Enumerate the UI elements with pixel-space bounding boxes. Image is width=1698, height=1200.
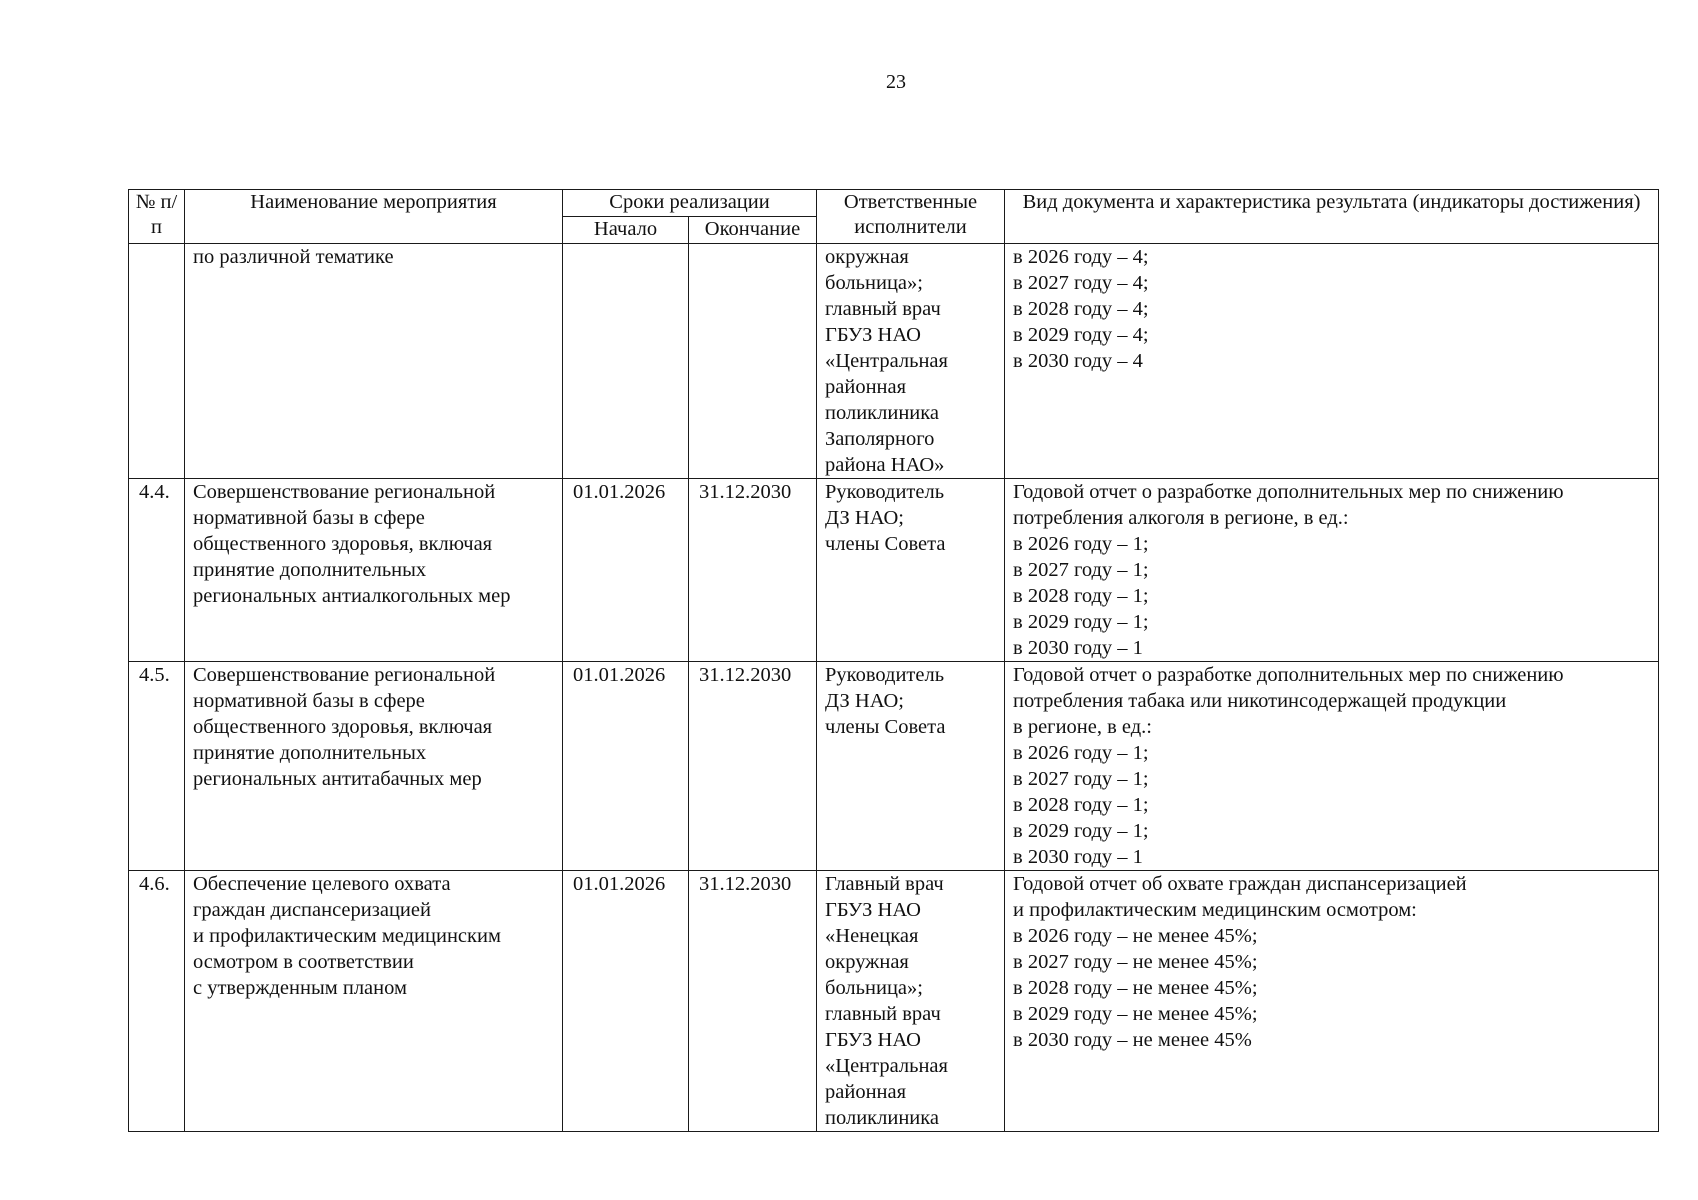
cell-start <box>563 244 689 479</box>
cell-line: потребления табака или никотинсодержащей продукции <box>1013 690 1507 712</box>
cell-line: Обеспечение целевого охвата <box>193 873 451 895</box>
header-start: Начало <box>563 217 689 244</box>
cell-line: общественного здоровья, включая <box>193 716 493 738</box>
cell-line: в 2026 году – не менее 45%; <box>1013 925 1258 947</box>
cell-line: Главный врач <box>825 873 944 895</box>
cell-name <box>185 662 563 871</box>
cell-name <box>185 244 563 479</box>
cell-line: в 2028 году – 4; <box>1013 298 1149 320</box>
cell-end: 31.12.2030 <box>689 479 817 662</box>
cell-line: осмотром в соответствии <box>193 951 414 973</box>
cell-start: 01.01.2026 <box>563 871 689 1132</box>
cell-line: районная <box>825 1081 907 1103</box>
cell-line: в 2026 году – 4; <box>1013 246 1149 268</box>
cell-line: Совершенствование региональной <box>193 664 496 686</box>
cell-line: Годовой отчет о разработке дополнительных мер по снижению <box>1013 481 1564 503</box>
cell-line: и профилактическим медицинским осмотром: <box>1013 899 1417 921</box>
cell-line: в 2029 году – 4; <box>1013 324 1149 346</box>
cell-line: Годовой отчет об охвате граждан диспансеризацией <box>1013 873 1467 895</box>
table-row <box>129 244 1659 479</box>
header-name: Наименование мероприятия <box>185 190 563 244</box>
cell-responsible <box>817 662 1005 871</box>
cell-line: Руководитель <box>825 664 945 686</box>
cell-line: окружная <box>825 951 909 973</box>
cell-document <box>1005 871 1659 1132</box>
cell-line: Годовой отчет о разработке дополнительных мер по снижению <box>1013 664 1564 686</box>
cell-start: 01.01.2026 <box>563 479 689 662</box>
cell-line: поликлиника <box>825 402 940 424</box>
cell-line: ГБУЗ НАО <box>825 899 921 921</box>
cell-responsible <box>817 479 1005 662</box>
cell-line: в 2029 году – 1; <box>1013 611 1149 633</box>
cell-line: ДЗ НАО; <box>825 690 904 712</box>
cell-line: в 2029 году – не менее 45%; <box>1013 1003 1258 1025</box>
cell-line: в 2027 году – не менее 45%; <box>1013 951 1258 973</box>
cell-line: в 2030 году – 4 <box>1013 350 1143 372</box>
cell-line: района НАО» <box>825 454 945 476</box>
cell-line: «Ненецкая <box>825 925 919 947</box>
cell-end: 31.12.2030 <box>689 662 817 871</box>
table-row <box>129 871 1659 1132</box>
cell-line: в 2027 году – 4; <box>1013 272 1149 294</box>
cell-line: в 2030 году – 1 <box>1013 637 1143 659</box>
cell-line: в регионе, в ед.: <box>1013 716 1153 738</box>
cell-line: члены Совета <box>825 716 946 738</box>
cell-line: районная <box>825 376 907 398</box>
action-plan-table <box>128 189 1659 1132</box>
table-row <box>129 479 1659 662</box>
cell-line: «Центральная <box>825 1055 948 1077</box>
cell-line: больница»; <box>825 977 923 999</box>
cell-line: главный врач <box>825 1003 941 1025</box>
cell-num: 4.6. <box>129 871 185 1132</box>
cell-line: в 2028 году – не менее 45%; <box>1013 977 1258 999</box>
cell-responsible <box>817 871 1005 1132</box>
cell-line: общественного здоровья, включая <box>193 533 493 555</box>
cell-line: члены Совета <box>825 533 946 555</box>
cell-line: в 2030 году – 1 <box>1013 846 1143 868</box>
cell-num: 4.5. <box>129 662 185 871</box>
cell-line: в 2026 году – 1; <box>1013 533 1149 555</box>
cell-line: окружная <box>825 246 909 268</box>
cell-line: главный врач <box>825 298 941 320</box>
cell-line: ДЗ НАО; <box>825 507 904 529</box>
cell-line: нормативной базы в сфере <box>193 507 425 529</box>
cell-responsible <box>817 244 1005 479</box>
cell-line: принятие дополнительных <box>193 559 427 581</box>
header-terms: Сроки реализации <box>563 190 817 217</box>
cell-line: ГБУЗ НАО <box>825 1029 921 1051</box>
cell-num <box>129 244 185 479</box>
cell-line: в 2028 году – 1; <box>1013 794 1149 816</box>
cell-line: нормативной базы в сфере <box>193 690 425 712</box>
cell-document <box>1005 662 1659 871</box>
cell-line: принятие дополнительных <box>193 742 427 764</box>
cell-line: Заполярного <box>825 428 935 450</box>
header-document: Вид документа и характеристика результата (индикаторы достижения) <box>1005 190 1659 244</box>
cell-line: по различной тематике <box>193 246 394 268</box>
cell-end <box>689 244 817 479</box>
cell-line: Совершенствование региональной <box>193 481 496 503</box>
table-body <box>129 244 1659 1132</box>
header-num: № п/п <box>129 190 185 244</box>
cell-name <box>185 479 563 662</box>
cell-line: граждан диспансеризацией <box>193 899 431 921</box>
header-responsible: Ответственные исполнители <box>817 190 1005 244</box>
cell-line: потребления алкоголя в регионе, в ед.: <box>1013 507 1349 529</box>
table-header <box>129 190 1659 244</box>
cell-line: с утвержденным планом <box>193 977 407 999</box>
cell-line: «Центральная <box>825 350 948 372</box>
cell-document <box>1005 244 1659 479</box>
cell-line: и профилактическим медицинским <box>193 925 501 947</box>
cell-line: региональных антитабачных мер <box>193 768 482 790</box>
cell-num: 4.4. <box>129 479 185 662</box>
cell-line: ГБУЗ НАО <box>825 324 921 346</box>
cell-document <box>1005 479 1659 662</box>
cell-line: Руководитель <box>825 481 945 503</box>
cell-line: в 2027 году – 1; <box>1013 768 1149 790</box>
page-number: 23 <box>886 71 906 93</box>
cell-line: в 2028 году – 1; <box>1013 585 1149 607</box>
cell-line: в 2026 году – 1; <box>1013 742 1149 764</box>
table-row <box>129 662 1659 871</box>
cell-end: 31.12.2030 <box>689 871 817 1132</box>
cell-line: в 2029 году – 1; <box>1013 820 1149 842</box>
cell-line: в 2027 году – 1; <box>1013 559 1149 581</box>
cell-line: поликлиника <box>825 1107 940 1129</box>
header-end: Окончание <box>689 217 817 244</box>
cell-line: больница»; <box>825 272 923 294</box>
cell-name <box>185 871 563 1132</box>
cell-line: в 2030 году – не менее 45% <box>1013 1029 1252 1051</box>
cell-start: 01.01.2026 <box>563 662 689 871</box>
cell-line: региональных антиалкогольных мер <box>193 585 511 607</box>
